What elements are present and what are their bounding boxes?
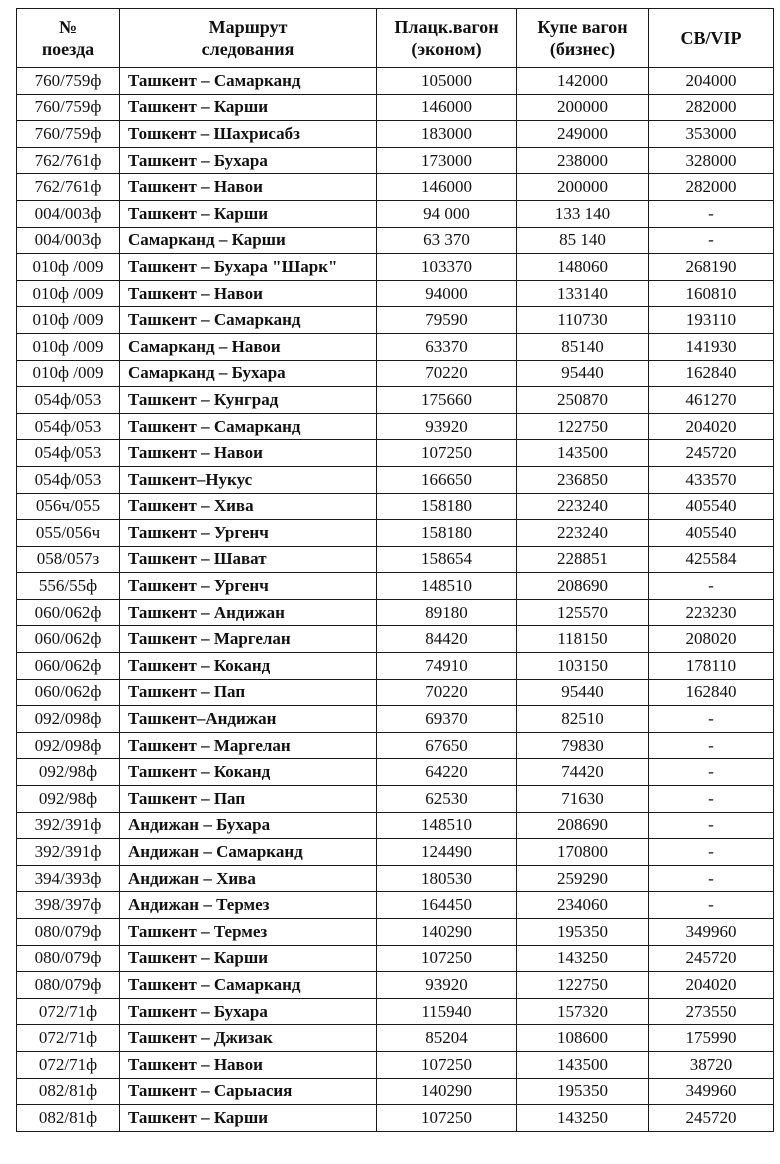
cell-platzkart-price: 158654 [377,546,517,573]
cell-kupe-price: 143250 [517,945,649,972]
table-row [17,121,774,148]
cell-train-number: 092/98ф [17,786,120,813]
cell-platzkart-price: 63370 [377,333,517,360]
header-line: поезда [41,39,95,59]
cell-kupe-price: 223240 [517,520,649,547]
cell-train-number: 080/079ф [17,945,120,972]
cell-kupe-price: 236850 [517,466,649,493]
table-row [17,174,774,201]
cell-platzkart-price: 79590 [377,307,517,334]
cell-train-number: 762/761ф [17,174,120,201]
cell-platzkart-price: 158180 [377,493,517,520]
cell-route: Ташкент – Бухара [120,998,377,1025]
cell-kupe-price: 249000 [517,121,649,148]
cell-vip-price: 349960 [649,919,774,946]
cell-vip-price: 193110 [649,307,774,334]
cell-kupe-price: 195350 [517,1078,649,1105]
cell-kupe-price: 110730 [517,307,649,334]
cell-kupe-price: 228851 [517,546,649,573]
cell-kupe-price: 133 140 [517,200,649,227]
cell-train-number: 055/056ч [17,520,120,547]
table-row [17,1025,774,1052]
cell-train-number: 010ф /009 [17,280,120,307]
cell-train-number: 398/397ф [17,892,120,919]
cell-train-number: 060/062ф [17,653,120,680]
cell-platzkart-price: 146000 [377,94,517,121]
table-row [17,599,774,626]
cell-kupe-price: 208690 [517,812,649,839]
cell-route: Ташкент – Джизак [120,1025,377,1052]
cell-platzkart-price: 115940 [377,998,517,1025]
cell-train-number: 060/062ф [17,679,120,706]
table-row [17,227,774,254]
cell-platzkart-price: 84420 [377,626,517,653]
cell-route: Ташкент – Карши [120,945,377,972]
table-row [17,998,774,1025]
cell-vip-price: - [649,759,774,786]
cell-platzkart-price: 105000 [377,68,517,95]
cell-route: Ташкент – Самарканд [120,413,377,440]
cell-vip-price: - [649,227,774,254]
table-row [17,759,774,786]
cell-vip-price: 178110 [649,653,774,680]
header-route [120,9,377,68]
cell-kupe-price: 208690 [517,573,649,600]
header-line: (бизнес) [549,39,616,59]
cell-platzkart-price: 70220 [377,679,517,706]
cell-route: Ташкент–Нукус [120,466,377,493]
table-row [17,945,774,972]
table-row [17,732,774,759]
cell-route: Андижан – Термез [120,892,377,919]
cell-train-number: 054ф/053 [17,466,120,493]
table-row [17,147,774,174]
table-row [17,706,774,733]
cell-vip-price: 141930 [649,333,774,360]
cell-route: Ташкент – Навои [120,280,377,307]
cell-vip-price: 461270 [649,387,774,414]
cell-platzkart-price: 94000 [377,280,517,307]
cell-route: Ташкент – Пап [120,786,377,813]
cell-kupe-price: 74420 [517,759,649,786]
cell-vip-price: 204000 [649,68,774,95]
cell-route: Андижан – Хива [120,865,377,892]
cell-kupe-price: 85 140 [517,227,649,254]
cell-vip-price: 160810 [649,280,774,307]
cell-platzkart-price: 67650 [377,732,517,759]
cell-platzkart-price: 107250 [377,1105,517,1132]
cell-platzkart-price: 146000 [377,174,517,201]
cell-kupe-price: 133140 [517,280,649,307]
cell-route: Самарканд – Навои [120,333,377,360]
cell-train-number: 010ф /009 [17,254,120,281]
cell-platzkart-price: 158180 [377,520,517,547]
cell-route: Ташкент – Пап [120,679,377,706]
cell-route: Ташкент – Бухара [120,147,377,174]
cell-train-number: 760/759ф [17,121,120,148]
cell-kupe-price: 195350 [517,919,649,946]
cell-platzkart-price: 183000 [377,121,517,148]
cell-vip-price: 245720 [649,945,774,972]
cell-train-number: 072/71ф [17,998,120,1025]
cell-train-number: 392/391ф [17,839,120,866]
cell-train-number: 054ф/053 [17,413,120,440]
cell-vip-price: 349960 [649,1078,774,1105]
cell-kupe-price: 259290 [517,865,649,892]
cell-vip-price: 208020 [649,626,774,653]
cell-route: Ташкент – Навои [120,440,377,467]
header-platzkart [377,9,517,68]
table-row [17,333,774,360]
cell-kupe-price: 118150 [517,626,649,653]
cell-route: Ташкент – Кунград [120,387,377,414]
cell-platzkart-price: 89180 [377,599,517,626]
cell-route: Ташкент–Андижан [120,706,377,733]
cell-route: Ташкент – Карши [120,1105,377,1132]
cell-platzkart-price: 85204 [377,1025,517,1052]
cell-platzkart-price: 62530 [377,786,517,813]
cell-vip-price: - [649,812,774,839]
cell-train-number: 092/098ф [17,732,120,759]
cell-train-number: 082/81ф [17,1105,120,1132]
cell-platzkart-price: 173000 [377,147,517,174]
table-row [17,387,774,414]
cell-train-number: 054ф/053 [17,387,120,414]
cell-platzkart-price: 107250 [377,1051,517,1078]
header-kupe [517,9,649,68]
cell-platzkart-price: 166650 [377,466,517,493]
cell-vip-price: 353000 [649,121,774,148]
cell-kupe-price: 148060 [517,254,649,281]
cell-train-number: 082/81ф [17,1078,120,1105]
cell-route: Самарканд – Карши [120,227,377,254]
cell-vip-price: - [649,573,774,600]
cell-platzkart-price: 69370 [377,706,517,733]
table-row [17,892,774,919]
cell-vip-price: 175990 [649,1025,774,1052]
table-row [17,1051,774,1078]
table-row [17,1105,774,1132]
cell-vip-price: 268190 [649,254,774,281]
table-row [17,812,774,839]
cell-platzkart-price: 107250 [377,945,517,972]
cell-vip-price: - [649,732,774,759]
cell-kupe-price: 143250 [517,1105,649,1132]
cell-platzkart-price: 140290 [377,919,517,946]
table-row [17,280,774,307]
table-row [17,520,774,547]
header-line: Купе вагон [537,17,628,37]
cell-platzkart-price: 107250 [377,440,517,467]
table-row [17,254,774,281]
table-row [17,307,774,334]
cell-train-number: 056ч/055 [17,493,120,520]
cell-route: Андижан – Бухара [120,812,377,839]
cell-platzkart-price: 93920 [377,972,517,999]
cell-vip-price: - [649,200,774,227]
cell-route: Ташкент – Ургенч [120,573,377,600]
table-row [17,546,774,573]
table-row [17,94,774,121]
cell-route: Ташкент – Андижан [120,599,377,626]
cell-platzkart-price: 63 370 [377,227,517,254]
header-train-number [17,9,120,68]
cell-kupe-price: 234060 [517,892,649,919]
cell-route: Ташкент – Хива [120,493,377,520]
table-row [17,626,774,653]
cell-vip-price: 433570 [649,466,774,493]
cell-platzkart-price: 148510 [377,812,517,839]
cell-train-number: 080/079ф [17,972,120,999]
cell-train-number: 054ф/053 [17,440,120,467]
cell-route: Ташкент – Маргелан [120,626,377,653]
cell-vip-price: 204020 [649,413,774,440]
cell-train-number: 058/057з [17,546,120,573]
cell-train-number: 072/71ф [17,1025,120,1052]
cell-train-number: 004/003ф [17,227,120,254]
cell-vip-price: 328000 [649,147,774,174]
cell-vip-price: - [649,892,774,919]
cell-platzkart-price: 64220 [377,759,517,786]
cell-kupe-price: 238000 [517,147,649,174]
table-row [17,653,774,680]
cell-kupe-price: 143500 [517,1051,649,1078]
cell-platzkart-price: 103370 [377,254,517,281]
cell-train-number: 004/003ф [17,200,120,227]
cell-route: Тошкент – Шахрисабз [120,121,377,148]
cell-train-number: 556/55ф [17,573,120,600]
table-row [17,466,774,493]
cell-platzkart-price: 74910 [377,653,517,680]
cell-vip-price: 405540 [649,520,774,547]
header-line: Маршрут [208,17,288,37]
cell-train-number: 060/062ф [17,626,120,653]
header-line: Плацк.вагон [394,17,499,37]
header-vip [649,9,774,68]
header-line: № [58,17,78,37]
table-row [17,360,774,387]
cell-kupe-price: 170800 [517,839,649,866]
cell-platzkart-price: 93920 [377,413,517,440]
cell-route: Ташкент – Сарыасия [120,1078,377,1105]
cell-kupe-price: 143500 [517,440,649,467]
cell-platzkart-price: 124490 [377,839,517,866]
cell-vip-price: 245720 [649,440,774,467]
table-row [17,68,774,95]
fare-table [16,8,774,1132]
table-row [17,573,774,600]
cell-kupe-price: 122750 [517,413,649,440]
cell-vip-price: 282000 [649,94,774,121]
table-header-row [17,9,774,68]
cell-route: Ташкент – Коканд [120,653,377,680]
cell-route: Самарканд – Бухара [120,360,377,387]
cell-kupe-price: 79830 [517,732,649,759]
table-row [17,679,774,706]
cell-train-number: 072/71ф [17,1051,120,1078]
cell-route: Ташкент – Маргелан [120,732,377,759]
cell-vip-price: 162840 [649,679,774,706]
cell-train-number: 760/759ф [17,68,120,95]
cell-vip-price: - [649,786,774,813]
cell-route: Ташкент – Самарканд [120,307,377,334]
cell-kupe-price: 103150 [517,653,649,680]
cell-vip-price: 223230 [649,599,774,626]
table-row [17,493,774,520]
table-row [17,839,774,866]
table-row [17,413,774,440]
cell-platzkart-price: 70220 [377,360,517,387]
table-row [17,919,774,946]
cell-platzkart-price: 140290 [377,1078,517,1105]
cell-vip-price: 245720 [649,1105,774,1132]
cell-vip-price: - [649,839,774,866]
cell-kupe-price: 200000 [517,174,649,201]
cell-kupe-price: 122750 [517,972,649,999]
table-row [17,200,774,227]
cell-train-number: 392/391ф [17,812,120,839]
cell-route: Ташкент – Карши [120,200,377,227]
cell-kupe-price: 95440 [517,679,649,706]
cell-route: Ташкент – Ургенч [120,520,377,547]
cell-platzkart-price: 94 000 [377,200,517,227]
table-row [17,1078,774,1105]
cell-route: Ташкент – Навои [120,174,377,201]
cell-platzkart-price: 180530 [377,865,517,892]
cell-vip-price: 273550 [649,998,774,1025]
header-line: следования [201,39,295,59]
cell-route: Ташкент – Навои [120,1051,377,1078]
table-row [17,786,774,813]
cell-kupe-price: 82510 [517,706,649,733]
cell-route: Ташкент – Карши [120,94,377,121]
cell-kupe-price: 223240 [517,493,649,520]
cell-route: Ташкент – Бухара "Шарк" [120,254,377,281]
cell-route: Ташкент – Самарканд [120,972,377,999]
header-line: (эконом) [411,39,482,59]
cell-vip-price: 38720 [649,1051,774,1078]
cell-train-number: 760/759ф [17,94,120,121]
cell-platzkart-price: 148510 [377,573,517,600]
cell-kupe-price: 85140 [517,333,649,360]
cell-vip-price: 425584 [649,546,774,573]
cell-vip-price: - [649,865,774,892]
header-line: CB/VIP [680,28,742,48]
cell-route: Ташкент – Шават [120,546,377,573]
cell-kupe-price: 95440 [517,360,649,387]
cell-train-number: 394/393ф [17,865,120,892]
cell-kupe-price: 157320 [517,998,649,1025]
cell-vip-price: 282000 [649,174,774,201]
cell-vip-price: 162840 [649,360,774,387]
cell-vip-price: 405540 [649,493,774,520]
cell-platzkart-price: 175660 [377,387,517,414]
cell-train-number: 080/079ф [17,919,120,946]
cell-vip-price: - [649,706,774,733]
cell-train-number: 762/761ф [17,147,120,174]
cell-route: Ташкент – Коканд [120,759,377,786]
cell-train-number: 092/098ф [17,706,120,733]
cell-kupe-price: 71630 [517,786,649,813]
cell-kupe-price: 200000 [517,94,649,121]
cell-route: Ташкент – Термез [120,919,377,946]
cell-train-number: 092/98ф [17,759,120,786]
cell-train-number: 060/062ф [17,599,120,626]
cell-kupe-price: 142000 [517,68,649,95]
cell-route: Ташкент – Самарканд [120,68,377,95]
table-row [17,865,774,892]
cell-platzkart-price: 164450 [377,892,517,919]
cell-route: Андижан – Самарканд [120,839,377,866]
table-row [17,972,774,999]
cell-kupe-price: 250870 [517,387,649,414]
fare-table-document [16,8,774,1132]
cell-train-number: 010ф /009 [17,307,120,334]
fare-table-body [17,68,774,1132]
cell-train-number: 010ф /009 [17,360,120,387]
cell-vip-price: 204020 [649,972,774,999]
table-row [17,440,774,467]
cell-kupe-price: 108600 [517,1025,649,1052]
cell-train-number: 010ф /009 [17,333,120,360]
cell-kupe-price: 125570 [517,599,649,626]
